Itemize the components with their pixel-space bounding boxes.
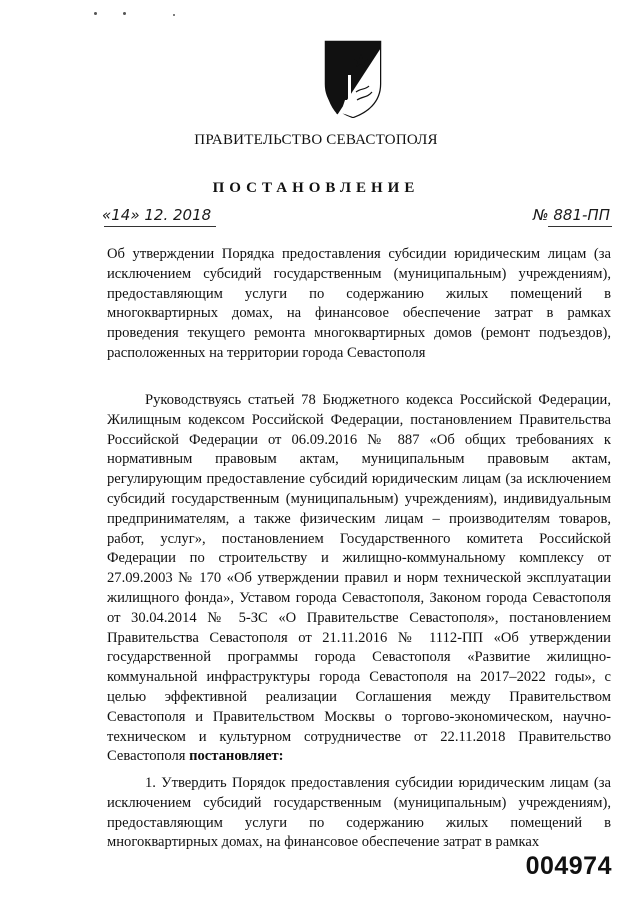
preamble-decree-word: постановляет: [189, 748, 284, 765]
document-number: № 881-ПП [533, 206, 610, 224]
date-underline [104, 226, 216, 227]
sevastopol-coat-of-arms-icon [323, 40, 383, 118]
preamble-text: Руководствуясь статьей 78 Бюджетного кодекса Российской Федерации, Жилищным кодексом Российской Федерации, постановлением Правительства Российской Федерации от 06.09.2016 № 887 «Об общих требованиях к нормативным правовым актам, муниципальным правовым актам, регулирующим предоставление субсидий юридическим лицам (за исключением субсидий государственным (муниципальным) учреждениям), индивидуальным предпринимателям, а также физическим лицам – производителям товаров, работ, услуг», постановлением Государственного комитета Российской Федерации по строительству и жилищно-коммунальному комплексу от 27.09.2003 № 170 «Об утверждении правил и норм технической эксплуатации жилищного фонда», Уставом города Севастополя, Законом города Севастополя от 30.04.2014 № 5-ЗС «О Правительстве Севастополя», постановлением Правительства Севастополя от 21.11.2016 № 1112-ПП «Об утверждении государственной программы города Севастополя «Развитие жилищно-коммунальной инфраструктуры города Севастополя на 2017–2022 годы», с целью эффективной реализации Соглашения между Правительством Севастополя и Правительством Москвы о торгово-экономическом, научно-техническом и культурном сотрудничестве от 22.11.2018 Правительство Севастополя [107, 392, 611, 765]
form-serial-number: 004974 [525, 852, 612, 880]
scan-speck [173, 14, 175, 16]
scan-speck [123, 12, 126, 15]
preamble-paragraph [107, 391, 611, 767]
point-1-paragraph: 1. Утвердить Порядок предоставления субсидии юридическим лицам (за исключением субсидий государственным (муниципальным) учреждениям), предоставляющим услуги по содержанию жилых помещений в многоквартирных домах, на финансовое обеспечение затрат в рамках [107, 775, 611, 851]
document-date: «14» 12. 2018 [102, 206, 212, 224]
number-underline [548, 226, 612, 227]
document-type: ПОСТАНОВЛЕНИЕ [212, 180, 420, 196]
scan-speck [94, 12, 97, 15]
resolution-title: Об утверждении Порядка предоставления субсидии юридическим лицам (за исключением субсидий государственным (муниципальным) учреждениям), предоставляющим услуги по содержанию жилых помещений в многоквартирных домах, на финансовое обеспечение затрат в рамках проведения текущего ремонта многоквартирных домов (ремонт подъездов), расположенных на территории города Севастополя [107, 246, 611, 361]
government-name: ПРАВИТЕЛЬСТВО СЕВАСТОПОЛЯ [194, 132, 438, 148]
